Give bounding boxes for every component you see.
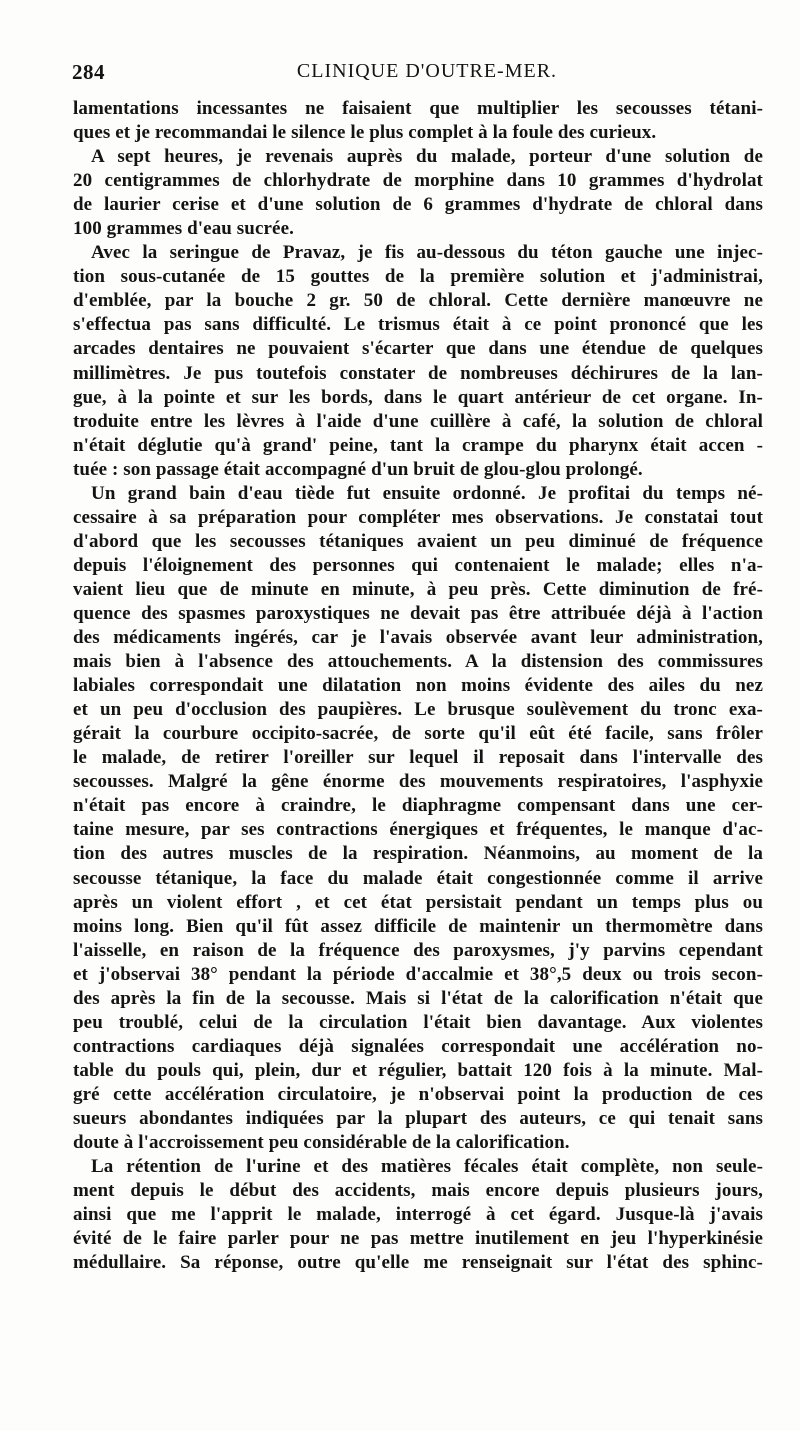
text-line: Avec la seringue de Pravaz, je fis au-dessous du téton gauche une injec- bbox=[91, 242, 763, 264]
text-line: évité de le faire parler pour ne pas mettre inutilement en jeu l'hyperkinésie bbox=[73, 1228, 763, 1250]
text-line: et j'observai 38° pendant la période d'accalmie et 38°,5 deux ou trois secon- bbox=[73, 963, 763, 985]
text-line: le malade, de retirer l'oreiller sur lequel il reposait dans l'intervalle des bbox=[73, 747, 763, 769]
text-line: de laurier cerise et d'une solution de 6 grammes d'hydrate de chloral dans bbox=[73, 194, 763, 216]
running-head bbox=[72, 60, 762, 88]
text-line: millimètres. Je pus toutefois constater de nombreuses déchirures de la lan- bbox=[73, 362, 763, 384]
text-line: labiales correspondait une dilatation non moins évidente des ailes du nez bbox=[73, 675, 763, 697]
text-line: taine mesure, par ses contractions énergiques et fréquentes, le manque d'ac- bbox=[73, 819, 763, 841]
text-line: n'était déglutie qu'à grand' peine, tant la crampe du pharynx était accen - bbox=[73, 434, 763, 456]
text-line: vaient lieu que de minute en minute, à peu près. Cette diminution de fré- bbox=[73, 578, 763, 600]
text-line: médullaire. Sa réponse, outre qu'elle me renseignait sur l'état des sphinc- bbox=[73, 1252, 763, 1274]
text-line: gérait la courbure occipito-sacrée, de sorte qu'il eût été facile, sans frôler bbox=[73, 723, 763, 745]
text-line: l'aisselle, en raison de la fréquence des paroxysmes, j'y parvins cependant bbox=[73, 939, 763, 961]
text-line: des médicaments ingérés, car je l'avais observée avant leur administration, bbox=[73, 627, 763, 649]
body-text bbox=[73, 97, 763, 1275]
running-title: CLINIQUE D'OUTRE-MER. bbox=[296, 60, 558, 82]
text-line: ment depuis le début des accidents, mais encore depuis plusieurs jours, bbox=[73, 1180, 763, 1202]
text-line: Un grand bain d'eau tiède fut ensuite ordonné. Je profitai du temps né- bbox=[91, 482, 763, 504]
text-line: moins long. Bien qu'il fût assez difficile de maintenir un thermomètre dans bbox=[73, 915, 763, 937]
paragraph-2 bbox=[73, 145, 763, 241]
text-line: mais bien à l'absence des attouchements. A la distension des commissures bbox=[73, 651, 763, 673]
text-line: quence des spasmes paroxystiques ne devait pas être attribuée déjà à l'action bbox=[73, 602, 763, 624]
text-line: sueurs abondantes indiquées par la plupart des auteurs, ce qui tenait sans bbox=[73, 1107, 763, 1129]
text-line: tion des autres muscles de la respiration. Néanmoins, au moment de la bbox=[73, 843, 763, 865]
text-line: tuée : son passage était accompagné d'un bruit de glou-glou prolongé. bbox=[73, 458, 643, 480]
text-line: 20 centigrammes de chlorhydrate de morphine dans 10 grammes d'hydrolat bbox=[73, 170, 763, 192]
text-line: 100 grammes d'eau sucrée. bbox=[73, 218, 294, 240]
text-line: A sept heures, je revenais auprès du malade, porteur d'une solution de bbox=[91, 146, 763, 168]
text-line: d'emblée, par la bouche 2 gr. 50 de chloral. Cette dernière manœuvre ne bbox=[73, 290, 763, 312]
text-line: troduite entre les lèvres à l'aide d'une cuillère à café, la solution de chloral bbox=[73, 410, 763, 432]
text-line: doute à l'accroissement peu considérable de la calorification. bbox=[73, 1132, 570, 1154]
text-line: après un violent effort , et cet état persistait pendant un temps plus ou bbox=[73, 891, 763, 913]
paragraph-1 bbox=[73, 97, 763, 145]
text-line: tion sous-cutanée de 15 gouttes de la première solution et j'administrai, bbox=[73, 266, 763, 288]
page-number: 284 bbox=[72, 60, 105, 84]
text-line: depuis l'éloignement des personnes qui contenaient le malade; elles n'a- bbox=[73, 554, 763, 576]
paragraph-5 bbox=[73, 1155, 763, 1275]
text-line: ainsi que me l'apprit le malade, interrogé à cet égard. Jusque-là j'avais bbox=[73, 1204, 763, 1226]
text-line: contractions cardiaques déjà signalées correspondait une accélération no- bbox=[73, 1035, 763, 1057]
text-line: des après la fin de la secousse. Mais si l'état de la calorification n'était que bbox=[73, 987, 763, 1009]
text-line: s'effectua pas sans difficulté. Le trismus était à ce point prononcé que les bbox=[73, 314, 763, 336]
text-line: gré cette accélération circulatoire, je n'observai point la production de ces bbox=[73, 1083, 763, 1105]
text-line: table du pouls qui, plein, dur et régulier, battait 120 fois à la minute. Mal- bbox=[73, 1059, 763, 1081]
text-line: cessaire à sa préparation pour compléter mes observations. Je constatai tout bbox=[73, 506, 763, 528]
text-line: gue, à la pointe et sur les bords, dans le quart antérieur de cet organe. In- bbox=[73, 386, 763, 408]
text-line: et un peu d'occlusion des paupières. Le brusque soulèvement du tronc exa- bbox=[73, 699, 763, 721]
text-line: arcades dentaires ne pouvaient s'écarter que dans une étendue de quelques bbox=[73, 338, 763, 360]
text-line: d'abord que les secousses tétaniques avaient un peu diminué de fréquence bbox=[73, 530, 763, 552]
text-line: La rétention de l'urine et des matières fécales était complète, non seule- bbox=[91, 1156, 763, 1178]
text-line: n'était pas encore à craindre, le diaphragme compensant dans une cer- bbox=[73, 795, 763, 817]
text-line: secousses. Malgré la gêne énorme des mouvements respiratoires, l'asphyxie bbox=[73, 771, 763, 793]
paragraph-3 bbox=[73, 241, 763, 481]
text-line: peu troublé, celui de la circulation l'était bien davantage. Aux violentes bbox=[73, 1011, 763, 1033]
text-line: secousse tétanique, la face du malade était congestionnée comme il arrive bbox=[73, 867, 763, 889]
text-line: lamentations incessantes ne faisaient que multiplier les secousses tétani- bbox=[73, 98, 763, 119]
text-line: ques et je recommandai le silence le plus complet à la foule des curieux. bbox=[73, 122, 657, 144]
paragraph-4 bbox=[73, 482, 763, 1155]
